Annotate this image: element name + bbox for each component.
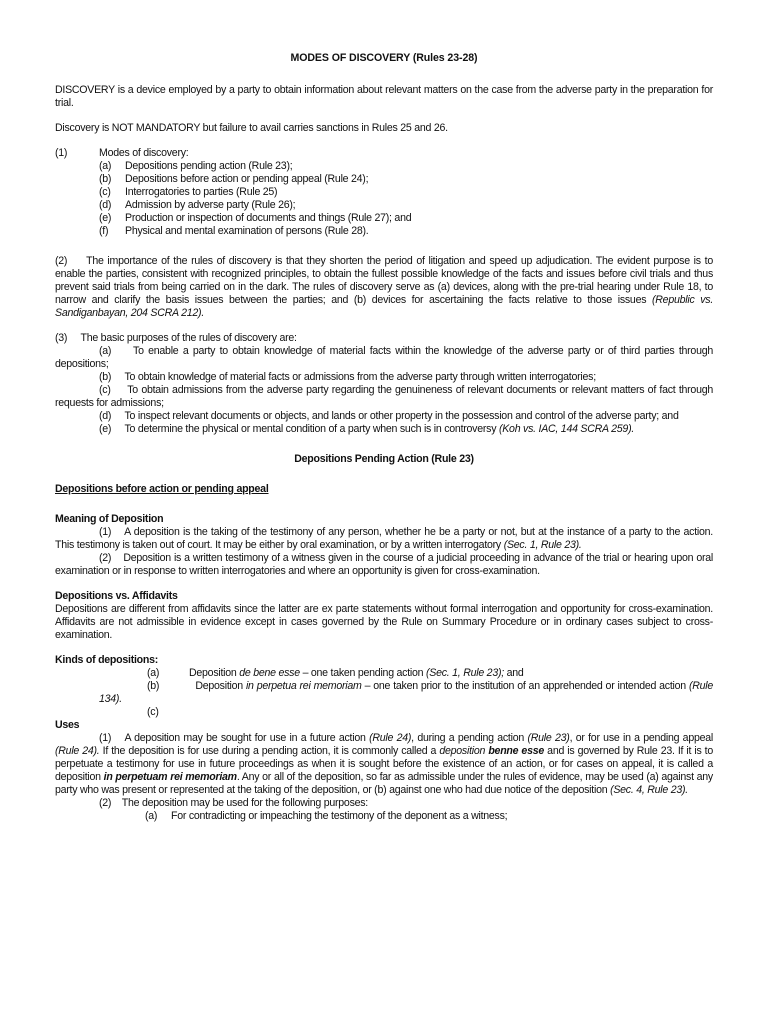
purpose-item: (b) To obtain knowledge of material facts or admissions from the adverse party through written interrogatories; [99,371,596,383]
uses-paragraph-1: (1) A deposition may be sought for use in a future action (Rule 24), during a pending action (Rule 23), or for use in a pending appeal (Rule 24). If the deposition is for use during a pending action, it is commonly called a deposition benne esse and is governed by Rule 23. If it is to perpetuate a testimony for use in future proceedings as when it is sought before the existence of an action, or for cases on appeal, it is called a deposition in perpetuam rei memoriam. Any or all of the deposition, so far as admissible under the rules of evidence, may be used (a) against any party who was present or represented at the taking of the deposition, or (b) against one who had due notice of the deposition (Sec. 4, Rule 23). [55,732,713,796]
meaning-paragraph-2: (2) Deposition is a written testimony of a witness given in the course of a judicial proceeding in advance of the trial or hearing upon oral examination or in response to written interrogatories and where an opportunity is given for cross-examination. [55,552,713,577]
purpose-item: (d) To inspect relevant documents or objects, and lands or other property in the possession and control of the adverse party; and [99,410,679,422]
section-meaning-of-deposition [55,513,713,578]
citation: (Rule 134). [99,680,714,705]
section-basic-purposes [55,332,713,436]
section-importance-paragraph: (2) The importance of the rules of discovery is that they shorten the period of litigation and speed up adjudication. The evident purpose is to enable the parties, consistent with recognized principles, to obtain the fullest possible knowledge of the facts and issues before civil trials and thus prevent said trials from being carried on in the dark. The rules of discovery serve as (a) devices, along with the pre-trial hearing under Rule 18, to narrow and clarify the basis issues between the parties; and (b) devices for ascertaining the facts relative to those issues (Republic vs. Sandiganbayan, 204 SCRA 212). [55,255,714,319]
section-modes-of-discovery [55,147,713,238]
uses-paragraph-2: (2) The deposition may be used for the following purposes: [99,797,368,809]
intro-paragraph-not-mandatory: Discovery is NOT MANDATORY but failure to avail carries sanctions in Rules 25 and 26. [55,122,448,134]
section-kinds-of-depositions [55,654,713,719]
page-title: MODES OF DISCOVERY (Rules 23-28) [290,52,478,64]
uses-purpose-item: (a) For contradicting or impeaching the testimony of the deponent as a witness; [145,810,508,822]
citation: (Koh vs. IAC, 144 SCRA 259). [498,423,635,435]
citation: (Sec. 1, Rule 23); [426,667,504,679]
kind-item: (b) Deposition in perpetua rei memoriam – one taken prior to the institution of an apprehended or intended action (Rule 134). [99,680,714,705]
citation: (Republic vs. Sandiganbayan, 204 SCRA 212). [55,294,714,319]
purpose-item: (e) To determine the physical or mental condition of a party when such is in controversy (Koh vs. IAC, 144 SCRA 259). [99,423,635,435]
heading-depositions-before-action: Depositions before action or pending appeal [55,483,269,495]
kind-item: (a) Deposition de bene esse – one taken pending action (Sec. 1, Rule 23); and [147,667,524,679]
list-item: (a) Depositions pending action (Rule 23); [99,160,293,172]
citation: (Sec. 1, Rule 23). [503,539,582,551]
intro-paragraph-discovery: DISCOVERY is a device employed by a party to obtain information about relevant matters on the case from the adverse party in the preparation for trial. [55,84,713,109]
section-depositions-vs-affidavits [55,590,713,642]
list-item: (f) Physical and mental examination of persons (Rule 28). [99,225,369,237]
list-item: (c) Interrogatories to parties (Rule 25) [99,186,278,198]
heading-vs: Depositions vs. Affidavits [55,590,178,602]
section-uses [55,719,713,823]
list-item: (e) Production or inspection of documents and things (Rule 27); and [99,212,412,224]
kind-item: (c) [147,706,159,718]
modes-list [55,160,713,238]
list-item: (d) Admission by adverse party (Rule 26); [99,199,296,211]
heading-meaning: Meaning of Deposition [55,513,164,525]
section-1-heading [55,147,713,160]
section-number: (1) [55,147,68,159]
heading-depositions-pending-action: Depositions Pending Action (Rule 23) [294,453,474,465]
list-item: (b) Depositions before action or pending appeal (Rule 24); [99,173,369,185]
section-3-heading: (3) The basic purposes of the rules of discovery are: [55,332,297,344]
purpose-item: (a) To enable a party to obtain knowledge of material facts within the knowledge of the adverse party or of third parties through depositions; [55,345,714,370]
purpose-item: (c) To obtain admissions from the adverse party regarding the genuineness of relevant documents or relevant matters of fact through requests for admissions; [55,384,713,409]
heading-kinds: Kinds of depositions: [55,654,159,666]
meaning-paragraph-1: (1) A deposition is the taking of the testimony of any person, whether he be a party or not, but at the instance of a party to the action. This testimony is taken out of court. It may be either by oral examination, or by a written interrogatory (Sec. 1, Rule 23). [55,526,713,551]
section-label: Modes of discovery: [99,147,189,159]
heading-uses: Uses [55,719,80,731]
vs-paragraph: Depositions are different from affidavits since the latter are ex parte statements without formal interrogation and opportunity for cross-examination. Affidavits are not admissible in evidence except in cases governed by the Rule on Summary Procedure or in ordinary cases subject to cross-examination. [55,603,713,641]
